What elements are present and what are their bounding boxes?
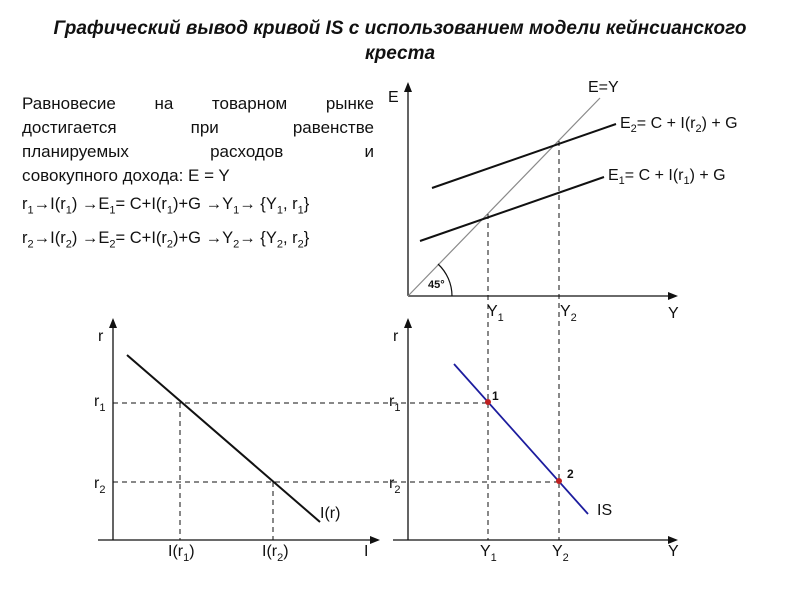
e1-line [420,177,604,241]
angle-45-label: 45° [428,279,445,291]
inv-i2-label: $I(r_2)$ [262,543,289,564]
e2-line [432,124,616,188]
inv-r1-label: $r_1$ [94,393,106,414]
e1-label: $E_1= C + I(r_1) + G$ [608,167,726,187]
is-graph [389,320,679,564]
inv-r-axis-label: r [98,328,104,345]
para-line-1: Равновесие на товарном рынке [22,94,374,113]
line-45-label: E=Y [588,79,619,96]
formula-r1: $r_1\to I(r_1) \to E_1= C+I(r_1)+G \to Y_1\to \{Y_1$, $r_1$} [22,195,310,217]
inv-i-axis-label: I [364,543,369,560]
investment-curve-label: I(r) [320,505,341,522]
line-45-degree [408,98,600,296]
is-r-axis-label: r [393,328,399,345]
para-line-2: достигается при равенстве [22,118,374,137]
is-y1-label: $Y_1$ [480,543,497,564]
para-line-4: совокупного дохода: E = Y [22,166,230,185]
inv-i1-label: $I(r_1)$ [168,543,195,564]
slide-title: Графический вывод кривой IS с использованием модели кейнсианского креста [53,18,747,64]
keynesian-cross-graph [388,79,738,540]
is-y2-label: $Y_2$ [552,543,569,564]
is-point-1 [485,399,491,405]
is-point-2-label: 2 [567,467,574,481]
cross-y1-label: $Y_1$ [487,303,504,324]
is-y-axis-label: Y [668,543,679,560]
cross-y-axis-label: Y [668,305,679,322]
investment-graph [94,320,559,564]
cross-e-axis-label: E [388,89,399,106]
formula-r2: $r_2\to I(r_2) \to E_2= C+I(r_2)+G \to Y_2\to \{Y_2$, $r_2$} [22,229,310,251]
is-curve-label: IS [597,502,613,519]
is-point-2 [556,478,562,484]
is-r2-label: $r_2$ [389,475,401,496]
inv-r2-label: $r_2$ [94,475,106,496]
is-curve [454,364,588,514]
investment-curve [127,355,320,522]
cross-y2-label: $Y_2$ [560,303,577,324]
is-point-1-label: 1 [492,389,499,403]
para-line-3: планируемых расходов и [22,142,374,161]
e2-label: $E_2= C + I(r_2) + G$ [620,115,738,135]
is-r1-label: $r_1$ [389,393,401,414]
